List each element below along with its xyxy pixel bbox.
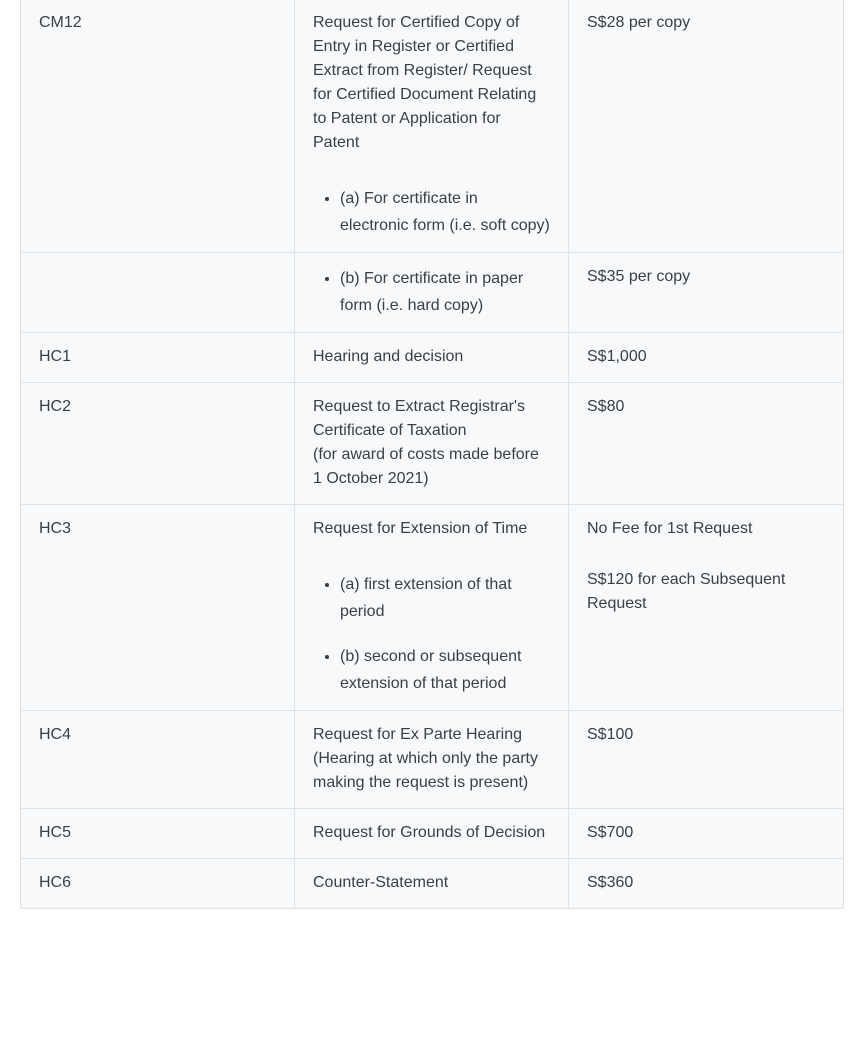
list-item: • (a) first extension of that period bbox=[340, 571, 550, 625]
fee-amount-text: S$120 for each Subsequent Request bbox=[587, 571, 786, 612]
table-row bbox=[21, 711, 844, 809]
fee-code-cell: HC2 bbox=[21, 383, 295, 505]
table-row bbox=[21, 253, 844, 333]
table-row bbox=[21, 0, 844, 253]
fee-description-text: Request for Certified Copy of Entry in Register or Certified Extract from Register/ Request for Certified Document Relating to Patent or Application for Patent bbox=[313, 14, 537, 151]
list-item: • (a) For certificate in electronic form (i.e. soft copy) bbox=[340, 185, 550, 239]
fee-code-cell: HC5 bbox=[21, 809, 295, 859]
fee-description-cell bbox=[295, 809, 569, 859]
fee-amount-cell bbox=[569, 383, 844, 505]
fee-description-text: Request for Ex Parte Hearing (Hearing at which only the party making the request is present) bbox=[313, 726, 538, 791]
fee-table-body bbox=[21, 0, 844, 909]
fee-amount-cell bbox=[569, 0, 844, 253]
fee-description-cell bbox=[295, 0, 569, 253]
fee-description-cell bbox=[295, 253, 569, 333]
fee-code-cell: HC6 bbox=[21, 859, 295, 909]
fee-code-cell: HC3 bbox=[21, 505, 295, 711]
fee-sub-item-list bbox=[313, 185, 550, 239]
fee-sub-item-list bbox=[313, 265, 550, 319]
fee-amount-cell bbox=[569, 809, 844, 859]
fee-amount-cell bbox=[569, 333, 844, 383]
fee-amount-cell bbox=[569, 711, 844, 809]
fee-description-cell bbox=[295, 383, 569, 505]
fee-code-cell bbox=[21, 253, 295, 333]
fee-amount-text: S$28 per copy bbox=[587, 14, 691, 31]
fee-code-cell: CM12 bbox=[21, 0, 295, 253]
fee-sub-item-list bbox=[313, 571, 550, 697]
table-row bbox=[21, 505, 844, 711]
fee-description-cell bbox=[295, 505, 569, 711]
fee-code-cell: HC4 bbox=[21, 711, 295, 809]
fee-amount-cell bbox=[569, 859, 844, 909]
table-row bbox=[21, 859, 844, 909]
fee-description-text: Request for Extension of Time bbox=[313, 520, 528, 537]
list-item: • (b) For certificate in paper form (i.e. hard copy) bbox=[340, 265, 550, 319]
fee-amount-text: S$360 bbox=[587, 874, 634, 891]
fee-amount-cell bbox=[569, 505, 844, 711]
fee-description-text: Counter-Statement bbox=[313, 874, 449, 891]
fee-schedule-table bbox=[20, 0, 844, 909]
fee-amount-cell bbox=[569, 253, 844, 333]
fee-description-cell bbox=[295, 333, 569, 383]
list-item: • (b) second or subsequent extension of that period bbox=[340, 643, 550, 697]
fee-code-cell: HC1 bbox=[21, 333, 295, 383]
table-row bbox=[21, 333, 844, 383]
table-row bbox=[21, 809, 844, 859]
fee-description-text: Hearing and decision bbox=[313, 348, 464, 365]
fee-amount-text: S$35 per copy bbox=[587, 268, 691, 285]
fee-amount-text: S$80 bbox=[587, 398, 625, 415]
fee-amount-text: S$700 bbox=[587, 824, 634, 841]
table-row bbox=[21, 383, 844, 505]
fee-amount-text: S$1,000 bbox=[587, 348, 647, 365]
fee-description-text: Request for Grounds of Decision bbox=[313, 824, 546, 841]
fee-description-text: Request to Extract Registrar's Certificate of Taxation (for award of costs made before 1 October 2021) bbox=[313, 398, 539, 487]
fee-description-cell bbox=[295, 859, 569, 909]
fee-amount-text: S$100 bbox=[587, 726, 634, 743]
fee-description-cell bbox=[295, 711, 569, 809]
fee-amount-text: No Fee for 1st Request bbox=[587, 520, 753, 537]
